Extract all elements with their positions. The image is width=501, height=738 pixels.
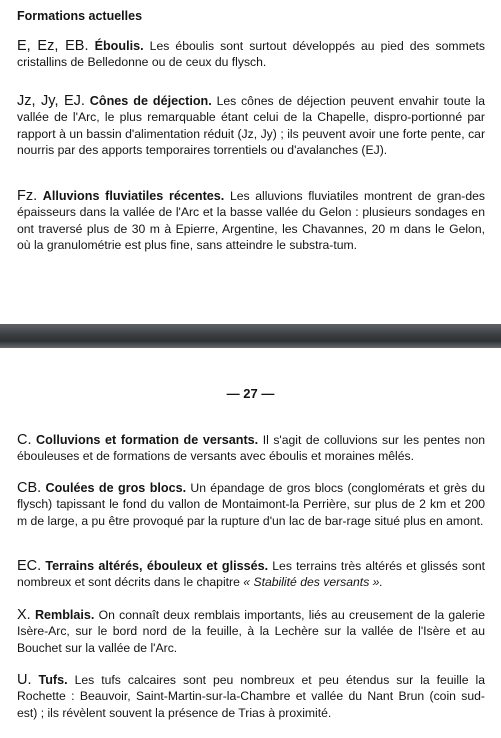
entry-text: Les terrains très altérés et glissés sont nombreux et sont décrits dans le chapitre: [17, 559, 485, 590]
entry-text: Les alluvions fluviatiles montrent de gran-des épaisseurs dans la vallée de l'Arc et la basse vallée du Gelon : plusieurs sondages en ont traversé plus de 30 m à Epierre, Argentine, les Chavannes, 20 m dans le Gelon, où la granulométrie est plus fine, sans atteindre le substra-tum.: [17, 189, 485, 253]
entry-text: Il s'agit de colluvions sur les pentes non ébouleuses et de formations de versants avec éboulis et moraines mêlés.: [17, 433, 486, 464]
entry-title: Colluvions et formation de versants.: [36, 433, 259, 447]
entry-title: Tufs.: [38, 673, 68, 687]
paragraph-terrains-alteres: [17, 558, 485, 591]
entry-title: Terrains altérés, ébouleux et glissés.: [45, 559, 269, 573]
notation-code: EC.: [17, 558, 42, 574]
notation-code: Jz, Jy, EJ.: [17, 93, 85, 109]
lower-page: [0, 348, 501, 738]
upper-page: [0, 0, 501, 324]
chapter-reference: « Stabilité des versants ».: [243, 575, 383, 590]
paragraph-colluvions: [17, 432, 485, 465]
paragraph-remblais: [17, 607, 485, 656]
paragraph-coulees-de-gros-blocs: [17, 480, 485, 529]
entry-text: Les cônes de déjection peuvent envahir toute la vallée de l'Arc, le plus remarquable étant celui de la Chapelle, dispro-portionné par rapport à un bassin d'alimentation réduit (Jz, Jy) ; ils peuvent avoir une forte pente, car nourris par des apports temporaires torrentiels ou d'avalanches (EJ).: [17, 94, 485, 158]
entry-text: Un épandage de gros blocs (conglomérats et grès du flysch) tapissant le fond du vallon de Montaimont-la Perrière, sur plus de 2 km et 200 m de large, a pu être provoqué par la rupture d'un lac de bar-rage situé plus en amont.: [17, 481, 486, 528]
notation-code: E, Ez, EB.: [17, 38, 89, 54]
section-heading: Formations actuelles: [17, 9, 143, 23]
entry-title: Alluvions fluviatiles récentes.: [42, 189, 225, 203]
entry-text: Les éboulis sont surtout développés au pied des sommets cristallins de Belledonne ou de ceux du flysch.: [17, 39, 485, 70]
paragraph-tufs: [17, 672, 485, 721]
entry-text: On connaît deux remblais importants, liés au creusement de la galerie Isère-Arc, sur le bord nord de la feuille, à la Lechère sur la vallée de l'Isère et au Bouchet sur la vallée de l'Arc.: [17, 608, 486, 655]
entry-text: Les tufs calcaires sont peu nombreux et peu étendus sur la feuille la Rochette : Beauvoir, Saint-Martin-sur-la-Chambre et vallée du Nant Brun (coin sud-est) ; ils révèlent souvent la présence de Trias à proximité.: [17, 673, 485, 720]
page-number: — 27 —: [226, 386, 275, 401]
entry-title: Coulées de gros blocs.: [45, 481, 187, 495]
entry-title: Cônes de déjection.: [89, 94, 212, 108]
notation-code: Fz.: [17, 188, 38, 204]
notation-code: C.: [17, 432, 32, 448]
paragraph-eboulis: [17, 38, 485, 71]
paragraph-alluvions-fluviatiles: [17, 188, 485, 254]
paragraph-cones-de-dejection: [17, 93, 485, 159]
entry-title: Remblais.: [34, 608, 95, 622]
notation-code: U.: [17, 672, 32, 688]
page-separator-band: [0, 324, 501, 348]
entry-title: Éboulis.: [94, 39, 144, 53]
notation-code: X.: [17, 607, 31, 623]
notation-code: CB.: [17, 480, 42, 496]
